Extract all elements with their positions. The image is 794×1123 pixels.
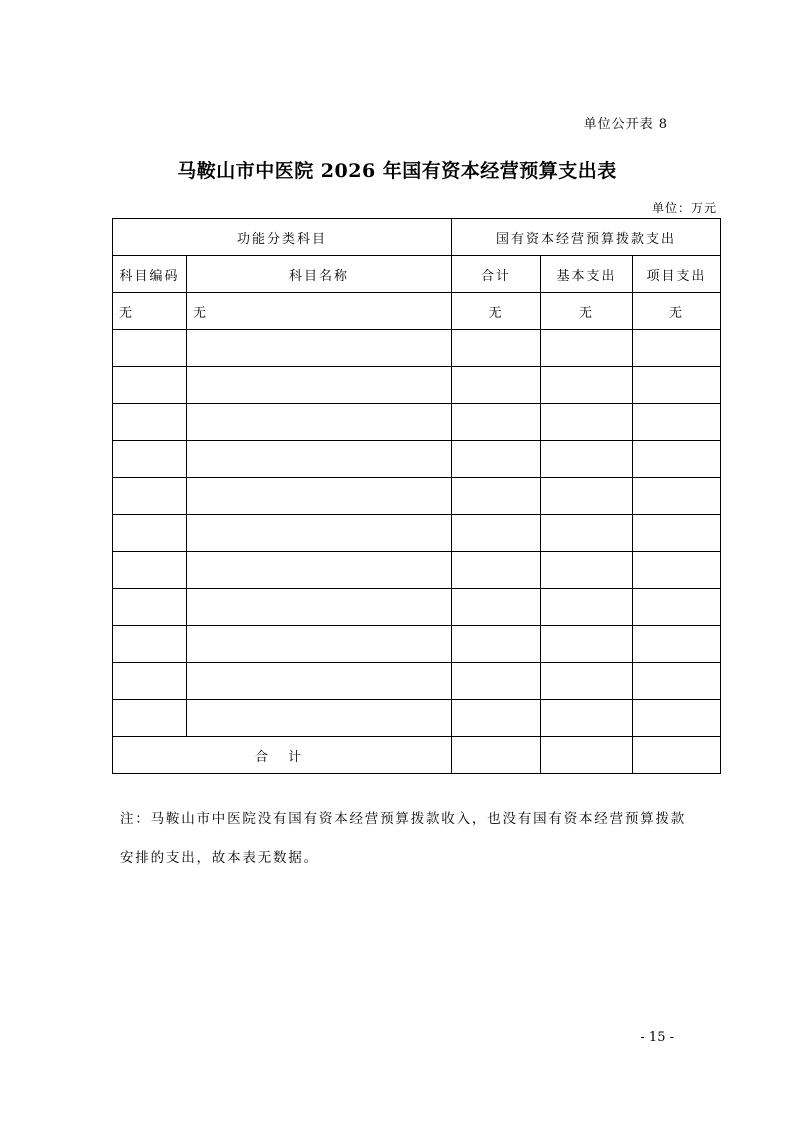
column-header-total: 合计 xyxy=(452,256,541,293)
empty-cell xyxy=(452,367,541,404)
footnote-line-1: 注：马鞍山市中医院没有国有资本经营预算拨款收入，也没有国有资本经营预算拨款 xyxy=(120,811,687,827)
empty-cell xyxy=(187,700,452,737)
table-group-header-row xyxy=(113,219,721,256)
empty-cell xyxy=(187,515,452,552)
empty-cell xyxy=(633,663,721,700)
empty-cell xyxy=(541,330,633,367)
column-header-basic: 基本支出 xyxy=(541,256,633,293)
table-row xyxy=(113,552,721,589)
empty-cell xyxy=(113,441,187,478)
cell-code: 无 xyxy=(113,293,187,330)
empty-cell xyxy=(633,515,721,552)
column-header-project: 项目支出 xyxy=(633,256,721,293)
table-row xyxy=(113,663,721,700)
empty-cell xyxy=(452,404,541,441)
empty-cell xyxy=(633,441,721,478)
table-row xyxy=(113,293,721,330)
empty-cell xyxy=(113,626,187,663)
empty-cell xyxy=(452,700,541,737)
empty-cell xyxy=(541,478,633,515)
empty-cell xyxy=(187,367,452,404)
group-header-appropriation-expenditure: 国有资本经营预算拨款支出 xyxy=(452,219,721,256)
table-total-row xyxy=(113,737,721,774)
empty-cell xyxy=(187,552,452,589)
empty-cell xyxy=(452,478,541,515)
footnote-line-2: 安排的支出，故本表无数据。 xyxy=(120,850,319,866)
total-label: 合 计 xyxy=(113,737,452,774)
empty-cell xyxy=(113,589,187,626)
table-row xyxy=(113,515,721,552)
table-row xyxy=(113,589,721,626)
empty-cell xyxy=(541,626,633,663)
total-cell xyxy=(452,737,541,774)
empty-cell xyxy=(633,626,721,663)
unit-label: 单位：万元 xyxy=(651,201,717,215)
empty-cell xyxy=(633,700,721,737)
table-row xyxy=(113,626,721,663)
column-header-name: 科目名称 xyxy=(187,256,452,293)
empty-cell xyxy=(633,478,721,515)
empty-cell xyxy=(633,367,721,404)
total-cell xyxy=(541,737,633,774)
table-row xyxy=(113,330,721,367)
empty-cell xyxy=(541,404,633,441)
page-title: 马鞍山市中医院 2026 年国有资本经营预算支出表 xyxy=(177,160,617,182)
empty-cell xyxy=(541,515,633,552)
empty-cell xyxy=(452,552,541,589)
empty-cell xyxy=(452,330,541,367)
empty-cell xyxy=(113,330,187,367)
table-row xyxy=(113,404,721,441)
empty-cell xyxy=(187,441,452,478)
empty-cell xyxy=(187,589,452,626)
empty-cell xyxy=(113,367,187,404)
empty-cell xyxy=(187,663,452,700)
table-row xyxy=(113,367,721,404)
empty-cell xyxy=(187,330,452,367)
cell-total: 无 xyxy=(452,293,541,330)
table-row xyxy=(113,441,721,478)
empty-cell xyxy=(113,515,187,552)
empty-cell xyxy=(452,441,541,478)
empty-cell xyxy=(452,589,541,626)
cell-project: 无 xyxy=(633,293,721,330)
empty-cell xyxy=(541,700,633,737)
empty-cell xyxy=(452,515,541,552)
empty-cell xyxy=(113,663,187,700)
cell-name: 无 xyxy=(187,293,452,330)
empty-cell xyxy=(541,441,633,478)
empty-cell xyxy=(633,552,721,589)
table-column-header-row xyxy=(113,256,721,293)
empty-cell xyxy=(187,626,452,663)
empty-cell xyxy=(541,589,633,626)
empty-cell xyxy=(452,663,541,700)
empty-cell xyxy=(541,663,633,700)
footnote xyxy=(120,800,720,878)
group-header-functional-category: 功能分类科目 xyxy=(113,219,452,256)
form-number: 单位公开表 8 xyxy=(583,117,668,132)
empty-cell xyxy=(633,330,721,367)
empty-cell xyxy=(541,367,633,404)
page-number: - 15 - xyxy=(640,1030,674,1045)
empty-cell xyxy=(452,626,541,663)
empty-cell xyxy=(187,404,452,441)
table-row xyxy=(113,478,721,515)
empty-cell xyxy=(541,552,633,589)
column-header-code: 科目编码 xyxy=(113,256,187,293)
empty-cell xyxy=(113,478,187,515)
budget-table xyxy=(112,218,721,774)
empty-cell xyxy=(633,589,721,626)
empty-cell xyxy=(633,404,721,441)
total-cell xyxy=(633,737,721,774)
table-row xyxy=(113,700,721,737)
empty-cell xyxy=(113,700,187,737)
empty-cell xyxy=(113,552,187,589)
cell-basic: 无 xyxy=(541,293,633,330)
empty-cell xyxy=(113,404,187,441)
empty-cell xyxy=(187,478,452,515)
